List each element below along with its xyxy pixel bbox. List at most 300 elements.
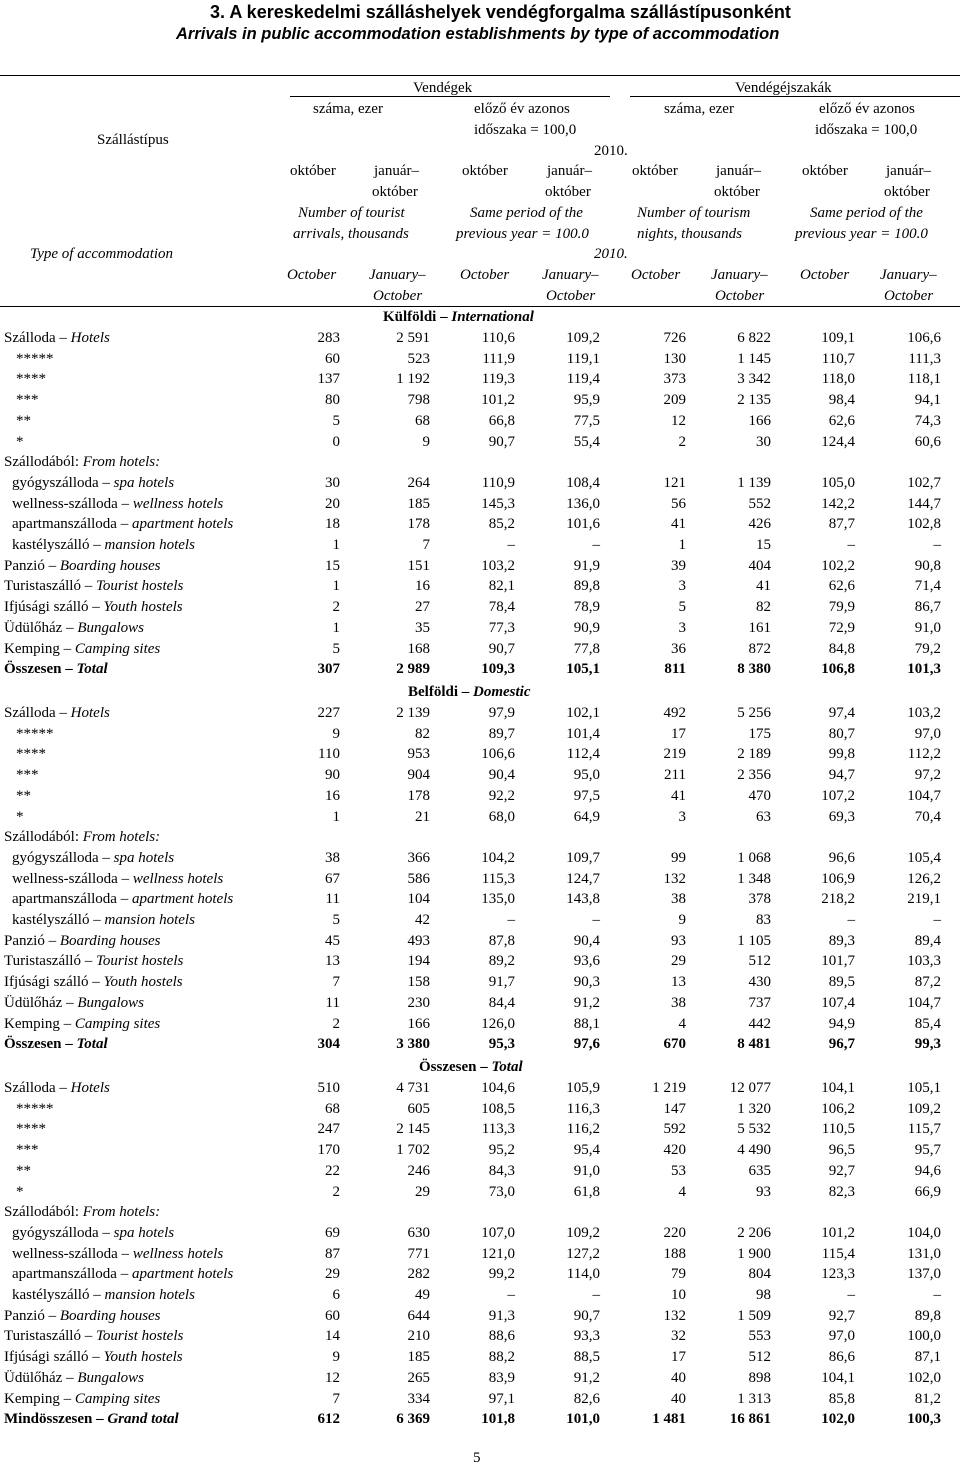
table-cell: 107,4 <box>821 994 855 1011</box>
table-cell: 264 <box>407 474 430 491</box>
table-cell: 92,7 <box>828 1162 855 1179</box>
row-label-hu: kastélyszálló – <box>12 912 101 928</box>
row-label-en: spa hotels <box>113 474 175 491</box>
table-cell: 1 <box>332 619 340 636</box>
table-cell: 66,9 <box>914 1183 941 1200</box>
table-row <box>0 1182 960 1202</box>
row-label-hu: gyógyszálloda – <box>12 1224 110 1241</box>
table-cell: – <box>507 537 515 553</box>
table-cell: 586 <box>407 870 430 887</box>
table-cell: 898 <box>748 1369 771 1386</box>
table-cell: 2 591 <box>396 330 430 346</box>
row-label <box>4 1326 183 1346</box>
row-label-hu: **** <box>16 371 46 388</box>
table-cell: 188 <box>663 1245 686 1262</box>
table-cell: 161 <box>748 619 771 636</box>
row-label <box>16 349 54 369</box>
row-label-en: apartment hotels <box>131 891 234 908</box>
header-hu-oktober2-1: október <box>372 184 418 200</box>
row-label-hu: *** <box>16 392 39 409</box>
table-cell: 552 <box>748 495 771 512</box>
table-cell: 3 <box>678 619 686 636</box>
table-cell: 14 <box>325 1328 340 1345</box>
table-cell: 151 <box>407 557 430 574</box>
table-cell: 246 <box>407 1162 430 1179</box>
table-cell: 97,9 <box>488 705 515 721</box>
table-row <box>0 1285 960 1305</box>
header-hu-januar-2: január– <box>547 163 592 179</box>
table-cell: 8 481 <box>737 1036 771 1053</box>
table-cell: 72,9 <box>828 619 855 636</box>
table-cell: 90,4 <box>573 932 600 949</box>
table-cell: 211 <box>664 767 686 784</box>
table-cell: 135,0 <box>481 891 515 908</box>
table-cell: 5 <box>678 599 686 616</box>
table-cell: 105,9 <box>566 1080 600 1096</box>
row-label-en: Youth hostels <box>103 1349 183 1366</box>
table-cell: 5 <box>332 640 340 657</box>
table-cell: 442 <box>748 1015 771 1032</box>
table-cell: 12 077 <box>729 1080 771 1096</box>
table-cell: 115,3 <box>481 870 515 887</box>
table-cell: 612 <box>317 1411 340 1428</box>
table-cell: 22 <box>325 1162 340 1179</box>
table-cell: 97,1 <box>488 1390 515 1407</box>
table-cell: 106,8 <box>821 661 855 678</box>
row-label-en: spa hotels <box>113 1224 175 1241</box>
row-label-hu: Szállodából: <box>4 454 83 471</box>
header-hu-oktober-3: október <box>632 163 678 179</box>
header-hu-oktober2-4: október <box>884 184 930 200</box>
row-label-en: Hotels <box>70 705 110 721</box>
table-cell: 121 <box>663 474 686 491</box>
table-cell: 630 <box>407 1224 430 1241</box>
table-cell: 21 <box>415 808 430 825</box>
table-cell: 523 <box>407 350 430 367</box>
table-cell: 29 <box>325 1266 340 1283</box>
table-cell: 82,1 <box>488 578 515 595</box>
row-label <box>4 1347 183 1367</box>
header-en-january-2: January– <box>542 267 599 283</box>
table-cell: 79,9 <box>828 599 855 616</box>
row-label <box>4 618 144 638</box>
table-cell: 38 <box>325 849 340 866</box>
table-cell: 16 861 <box>729 1411 771 1428</box>
table-cell: 63 <box>756 808 771 825</box>
table-cell: 105,1 <box>566 661 600 678</box>
table-cell: 635 <box>748 1162 771 1179</box>
table-cell: 82 <box>756 599 771 616</box>
table-cell: 83,9 <box>488 1369 515 1386</box>
table-cell: 11 <box>325 994 340 1011</box>
table-cell: 130 <box>663 350 686 367</box>
table-row <box>0 473 960 493</box>
table-cell: 102,1 <box>566 705 600 721</box>
row-label-en: Bungalows <box>77 994 145 1011</box>
table-cell: 96,6 <box>828 849 855 866</box>
table-cell: 605 <box>407 1100 430 1117</box>
table-cell: 2 <box>332 1183 340 1200</box>
table-cell: 4 490 <box>737 1142 771 1159</box>
section-title-hu: Belföldi – <box>408 684 470 700</box>
row-label <box>4 639 160 659</box>
table-row <box>0 1326 960 1346</box>
table-cell: 100,3 <box>907 1411 941 1428</box>
table-cell: 91,2 <box>573 1369 600 1386</box>
table-row <box>0 494 960 514</box>
table-cell: 79 <box>671 1266 686 1283</box>
table-cell: 13 <box>325 953 340 970</box>
table-cell: 86,6 <box>828 1349 855 1366</box>
table-cell: 62,6 <box>828 412 855 429</box>
section-title <box>419 1057 523 1077</box>
table-cell: 2 <box>332 1015 340 1032</box>
table-cell: 101,2 <box>481 392 515 409</box>
row-label <box>4 993 144 1013</box>
row-label-hu: ** <box>16 787 31 804</box>
row-label <box>16 765 39 785</box>
header-guests-number: száma, ezer <box>313 101 383 117</box>
table-cell: 373 <box>663 371 686 388</box>
row-label <box>4 556 161 576</box>
table-cell: 1 900 <box>737 1245 771 1262</box>
table-cell: 4 731 <box>396 1080 430 1096</box>
row-label <box>16 786 31 806</box>
table-cell: 101,0 <box>566 1411 600 1428</box>
table-cell: – <box>592 537 600 553</box>
table-cell: 771 <box>407 1245 430 1262</box>
table-cell: 103,2 <box>481 557 515 574</box>
row-label-en: Youth hostels <box>103 974 183 991</box>
table-cell: 2 139 <box>396 705 430 721</box>
table-cell: 110 <box>318 746 340 763</box>
table-cell: 168 <box>407 640 430 657</box>
table-row <box>0 931 960 951</box>
table-cell: 107,0 <box>481 1224 515 1241</box>
table-cell: 101,3 <box>907 661 941 678</box>
table-row <box>0 1099 960 1119</box>
table-cell: 112,2 <box>907 746 941 763</box>
row-label <box>16 1140 39 1160</box>
table-cell: 93,3 <box>573 1328 600 1345</box>
table-cell: 1 509 <box>737 1307 771 1324</box>
row-label-en: From hotels: <box>82 829 161 846</box>
table-cell: 100,0 <box>907 1328 941 1345</box>
table-cell: 110,7 <box>821 350 855 367</box>
row-label <box>12 1244 223 1264</box>
table-cell: 5 256 <box>737 705 771 721</box>
table-cell: 69,3 <box>828 808 855 825</box>
table-cell: 91,7 <box>488 974 515 991</box>
table-cell: 108,5 <box>481 1100 515 1117</box>
table-cell: 404 <box>748 557 771 574</box>
table-cell: 3 342 <box>737 371 771 388</box>
row-label <box>4 597 183 617</box>
table-cell: 2 189 <box>737 746 771 763</box>
table-cell: 74,3 <box>914 412 941 429</box>
table-cell: 378 <box>748 891 771 908</box>
header-year-en: 2010. <box>594 246 628 262</box>
header-en-october2-4: October <box>884 288 934 304</box>
row-label-hu: ** <box>16 412 31 429</box>
row-label-hu: Ifjúsági szálló – <box>4 974 100 991</box>
table-cell: 29 <box>415 1183 430 1200</box>
table-cell: 420 <box>663 1142 686 1159</box>
row-label-en: mansion hotels <box>104 912 195 928</box>
table-cell: 93 <box>756 1183 771 1200</box>
row-label-hu: Üdülőház – <box>4 994 74 1011</box>
table-cell: 12 <box>325 1369 340 1386</box>
table-cell: 1 139 <box>737 474 771 491</box>
table-cell: 2 135 <box>737 392 771 409</box>
row-label <box>4 576 183 596</box>
row-label <box>16 1119 46 1139</box>
table-row <box>0 1306 960 1326</box>
row-label-hu: **** <box>16 746 46 763</box>
table-row <box>0 328 960 348</box>
table-cell: 145,3 <box>481 495 515 512</box>
header-en-october-1: October <box>287 267 337 283</box>
table-row <box>0 993 960 1013</box>
table-cell: 96,5 <box>828 1142 855 1159</box>
table-row <box>0 618 960 638</box>
table-cell: 953 <box>407 746 430 763</box>
table-cell: 1 <box>332 578 340 595</box>
table-cell: 106,2 <box>821 1100 855 1117</box>
table-cell: 166 <box>748 412 771 429</box>
row-label <box>16 807 24 827</box>
table-cell: 726 <box>663 330 686 346</box>
table-cell: 62,6 <box>828 578 855 595</box>
table-cell: 41 <box>671 516 686 533</box>
table-cell: 307 <box>317 661 340 678</box>
table-cell: 98,4 <box>828 392 855 409</box>
table-row <box>0 556 960 576</box>
table-cell: 6 369 <box>396 1411 430 1428</box>
header-en-october-2: October <box>460 267 510 283</box>
row-label-hu: Szálloda – <box>4 330 67 346</box>
table-cell: 69 <box>325 1224 340 1241</box>
table-cell: 219 <box>663 746 686 763</box>
table-cell: 106,6 <box>907 330 941 346</box>
table-row <box>0 1078 960 1098</box>
table-cell: 132 <box>663 1307 686 1324</box>
table-cell: 175 <box>748 725 771 742</box>
header-en-january-3: January– <box>711 267 768 283</box>
table-cell: 737 <box>748 994 771 1011</box>
table-cell: 89,4 <box>914 932 941 949</box>
row-label-hu: Turistaszálló – <box>4 1328 93 1345</box>
table-cell: 80 <box>325 392 340 409</box>
table-cell: 56 <box>671 495 686 512</box>
section-title-hu: Külföldi – <box>383 309 448 325</box>
table-row <box>0 724 960 744</box>
table-cell: 94,6 <box>914 1162 941 1179</box>
table-cell: 102,2 <box>821 557 855 574</box>
table-cell: 17 <box>671 725 686 742</box>
table-cell: 104,7 <box>907 787 941 804</box>
table-cell: 40 <box>671 1369 686 1386</box>
table-cell: 109,2 <box>566 1224 600 1241</box>
header-guests-prev-2: időszaka = 100,0 <box>474 122 577 138</box>
row-label-hu: Panzió – <box>4 932 57 949</box>
table-cell: 2 356 <box>737 767 771 784</box>
table-cell: 42 <box>415 912 430 928</box>
row-label-hu: Összesen – <box>4 661 73 678</box>
table-cell: 510 <box>317 1080 340 1096</box>
table-cell: 87,1 <box>914 1349 941 1366</box>
table-cell: 88,6 <box>488 1328 515 1345</box>
table-cell: 131,0 <box>907 1245 941 1262</box>
table-row <box>0 1409 960 1429</box>
table-row <box>0 972 960 992</box>
table-row <box>0 786 960 806</box>
table-row <box>0 910 960 930</box>
row-label-hu: Turistaszálló – <box>4 578 93 595</box>
table-cell: 5 <box>332 912 340 928</box>
table-cell: 109,1 <box>821 330 855 346</box>
table-cell: 170 <box>317 1142 340 1159</box>
header-num-arrivals-1: Number of tourist <box>298 205 405 221</box>
row-label-en: Hotels <box>70 1080 110 1096</box>
table-row <box>0 848 960 868</box>
table-cell: 30 <box>756 433 771 450</box>
table-cell: 105,1 <box>907 1080 941 1096</box>
table-cell: 110,6 <box>481 330 515 346</box>
table-cell: 109,7 <box>566 849 600 866</box>
table-row <box>0 390 960 410</box>
row-label <box>4 972 183 992</box>
table-cell: 40 <box>671 1390 686 1407</box>
row-label <box>16 724 54 744</box>
table-row <box>0 869 960 889</box>
table-cell: 85,2 <box>488 516 515 533</box>
table-cell: 93,6 <box>573 953 600 970</box>
row-label <box>4 328 110 348</box>
row-label-en: From hotels: <box>82 1204 161 1221</box>
table-cell: 87,8 <box>488 932 515 949</box>
table-cell: 49 <box>415 1287 430 1303</box>
table-cell: 334 <box>407 1390 430 1407</box>
table-cell: 93 <box>671 932 686 949</box>
row-label <box>16 744 46 764</box>
table-cell: 95,9 <box>573 392 600 409</box>
row-label-hu: *** <box>16 767 39 784</box>
table-cell: 89,7 <box>488 725 515 742</box>
row-label-hu: Szálloda – <box>4 705 67 721</box>
table-cell: 90,8 <box>914 557 941 574</box>
row-label-en: wellness hotels <box>132 870 224 887</box>
header-en-october2-2: October <box>546 288 596 304</box>
table-cell: 60 <box>325 350 340 367</box>
row-label-hu: Szálloda – <box>4 1080 67 1096</box>
table-cell: 111,3 <box>908 350 941 367</box>
table-cell: 1 219 <box>652 1080 686 1096</box>
table-cell: 81,2 <box>914 1390 941 1407</box>
header-year-hu: 2010. <box>594 143 628 159</box>
row-label-hu: Üdülőház – <box>4 619 74 636</box>
row-label-en: Grand total <box>107 1411 179 1428</box>
row-label <box>12 514 233 534</box>
header-hu-januar-1: január– <box>374 163 419 179</box>
table-cell: 102,8 <box>907 516 941 533</box>
table-cell: 102,0 <box>907 1369 941 1386</box>
table-row <box>0 411 960 431</box>
table-cell: 8 380 <box>737 661 771 678</box>
table-row <box>0 1347 960 1367</box>
table-cell: 210 <box>407 1328 430 1345</box>
row-label <box>12 1285 195 1305</box>
table-cell: 12 <box>671 412 686 429</box>
row-label <box>16 390 39 410</box>
table-cell: 1 320 <box>737 1100 771 1117</box>
table-cell: 78,9 <box>573 599 600 616</box>
table-cell: 7 <box>332 1390 340 1407</box>
table-cell: 18 <box>325 516 340 533</box>
row-label-hu: Kemping – <box>4 1015 72 1032</box>
row-label-hu: * <box>16 1183 24 1200</box>
table-cell: 112,4 <box>566 746 600 763</box>
header-same-period-2a: previous year = 100.0 <box>456 226 589 242</box>
row-label-hu: apartmanszálloda – <box>12 516 129 533</box>
table-cell: 90,3 <box>573 974 600 991</box>
table-row <box>0 807 960 827</box>
table-cell: 27 <box>415 599 430 616</box>
table-cell: 9 <box>678 912 686 928</box>
table-cell: 101,8 <box>481 1411 515 1428</box>
row-label <box>12 1223 174 1243</box>
table-row <box>0 1368 960 1388</box>
table-cell: 64,9 <box>573 808 600 825</box>
table-cell: 71,4 <box>914 578 941 595</box>
table-cell: 114,0 <box>566 1266 600 1283</box>
row-label <box>4 1389 160 1409</box>
row-label-en: Total <box>76 1036 108 1053</box>
header-en-october2-3: October <box>715 288 765 304</box>
table-cell: 105,0 <box>821 474 855 491</box>
table-cell: 106,6 <box>481 746 515 763</box>
table-cell: 87,7 <box>828 516 855 533</box>
table-cell: 70,4 <box>914 808 941 825</box>
table-cell: 227 <box>317 705 340 721</box>
table-cell: 60,6 <box>914 433 941 450</box>
table-cell: 104,2 <box>481 849 515 866</box>
table-cell: 97,0 <box>914 725 941 742</box>
table-cell: 17 <box>671 1349 686 1366</box>
table-row <box>0 639 960 659</box>
table-cell: 89,8 <box>914 1307 941 1324</box>
table-cell: 492 <box>663 705 686 721</box>
row-label-hu: * <box>16 433 24 450</box>
table-cell: 98 <box>756 1287 771 1303</box>
header-hu-oktober-2: október <box>462 163 508 179</box>
table-cell: 3 <box>678 808 686 825</box>
row-label-hu: gyógyszálloda – <box>12 849 110 866</box>
table-cell: – <box>847 1287 855 1303</box>
table-cell: 1 481 <box>652 1411 686 1428</box>
row-label-en: Tourist hostels <box>95 1328 184 1345</box>
table-cell: 426 <box>748 516 771 533</box>
table-cell: 38 <box>671 891 686 908</box>
row-label-en: Bungalows <box>77 619 145 636</box>
table-cell: 3 380 <box>396 1036 430 1053</box>
table-cell: 6 <box>332 1287 340 1303</box>
table-cell: 644 <box>407 1307 430 1324</box>
table-cell: 95,3 <box>488 1036 515 1053</box>
table-cell: 85,4 <box>914 1015 941 1032</box>
row-label-hu: *** <box>16 1142 39 1159</box>
table-cell: 90,7 <box>488 433 515 450</box>
